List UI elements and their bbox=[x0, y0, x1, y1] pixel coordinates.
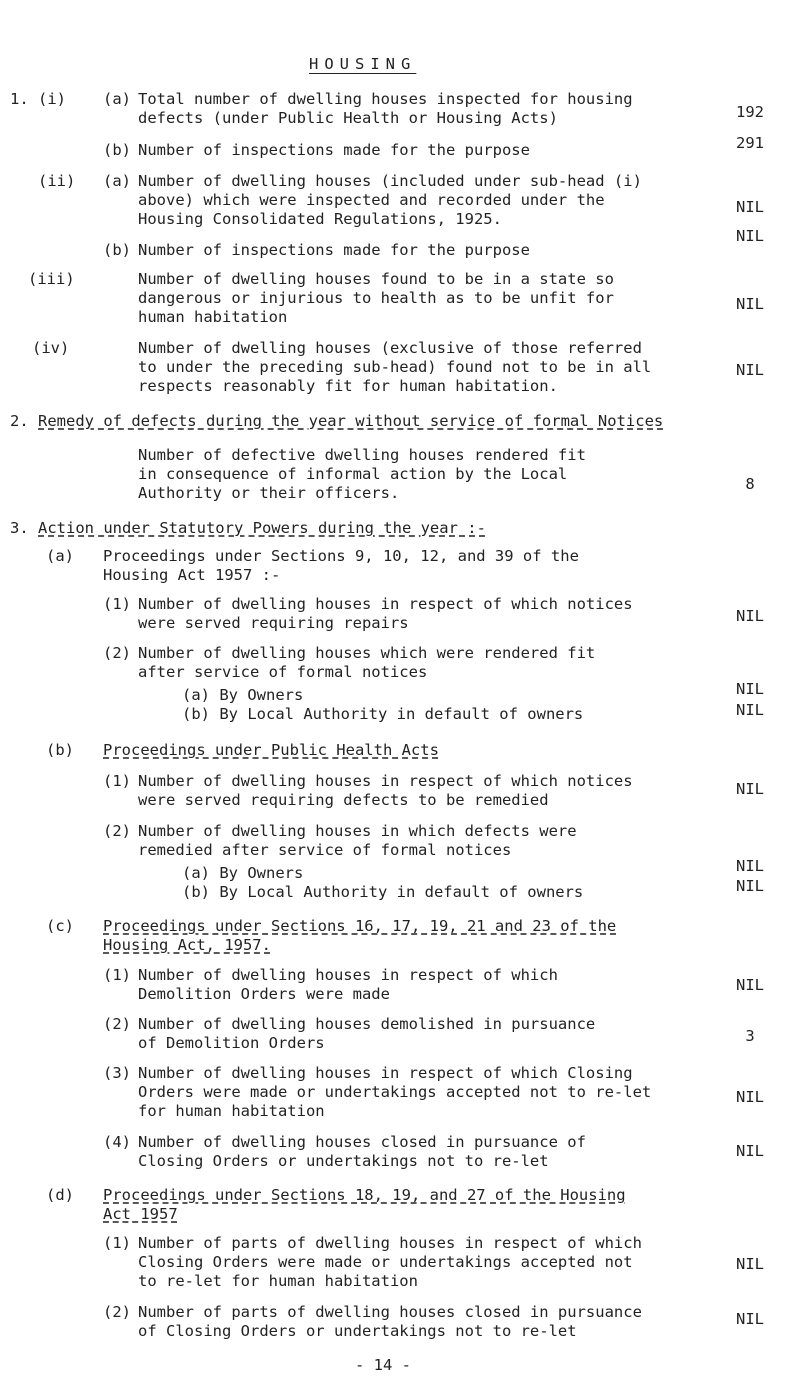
item-3c-2-value: 3 bbox=[745, 1027, 755, 1045]
item-1-i-a-label: (a) bbox=[103, 90, 131, 108]
item-3b-1-text: Number of dwelling houses in respect of which notices bbox=[138, 772, 633, 790]
item-1-ii-b-value: NIL bbox=[736, 227, 764, 245]
section-2-text: Authority or their officers. bbox=[138, 484, 400, 502]
item-3b-by-la: (b) By Local Authority in default of owners bbox=[182, 883, 584, 901]
item-3b-1-value: NIL bbox=[736, 780, 764, 798]
item-3d-1-value: NIL bbox=[736, 1255, 764, 1273]
item-1-i-a-text: defects (under Public Health or Housing Acts) bbox=[138, 109, 558, 127]
item-1-ii-a-value: NIL bbox=[736, 198, 764, 216]
item-3a-1-text: were served requiring repairs bbox=[138, 614, 409, 632]
item-1-i-label: (i) bbox=[38, 90, 66, 108]
item-3d-heading: Proceedings under Sections 18, 19, and 27 of the Housing bbox=[103, 1186, 626, 1204]
item-1-i-b-text: Number of inspections made for the purpose bbox=[138, 141, 530, 159]
item-1-ii-a-text: Housing Consolidated Regulations, 1925. bbox=[138, 210, 502, 228]
item-3a-2-text: Number of dwelling houses which were rendered fit bbox=[138, 644, 596, 662]
item-3c-2-text: of Demolition Orders bbox=[138, 1034, 325, 1052]
item-3d-1-text: to re-let for human habitation bbox=[138, 1272, 418, 1290]
item-1-ii-a-text: above) which were inspected and recorded under the bbox=[138, 191, 605, 209]
item-3c-1-value: NIL bbox=[736, 976, 764, 994]
item-3a-by-la: (b) By Local Authority in default of owners bbox=[182, 705, 584, 723]
item-3c-3-text: for human habitation bbox=[138, 1102, 325, 1120]
item-1-ii-a-text: Number of dwelling houses (included under sub-head (i) bbox=[138, 172, 642, 190]
item-3c-1-label: (1) bbox=[103, 966, 131, 984]
item-3b-1-text: were served requiring defects to be remedied bbox=[138, 791, 549, 809]
item-3c-3-label: (3) bbox=[103, 1064, 131, 1082]
section-3-number: 3. bbox=[10, 519, 29, 537]
item-3b-label: (b) bbox=[46, 741, 74, 759]
item-3a-2-label: (2) bbox=[103, 644, 131, 662]
item-3b-2-label: (2) bbox=[103, 822, 131, 840]
item-3c-2-text: Number of dwelling houses demolished in pursuance bbox=[138, 1015, 596, 1033]
item-3d-1-text: Number of parts of dwelling houses in respect of which bbox=[138, 1234, 642, 1252]
item-3c-4-text: Number of dwelling houses closed in pursuance of bbox=[138, 1133, 586, 1151]
item-3d-2-value: NIL bbox=[736, 1310, 764, 1328]
item-3a-1-value: NIL bbox=[736, 607, 764, 625]
item-3a-by-la-value: NIL bbox=[736, 701, 764, 719]
section-2-number: 2. bbox=[10, 412, 29, 430]
section-3-heading: Action under Statutory Powers during the year :- bbox=[38, 519, 486, 537]
item-3d-1-text: Closing Orders were made or undertakings accepted not bbox=[138, 1253, 633, 1271]
item-1-iii-text: human habitation bbox=[138, 308, 288, 326]
item-3c-4-label: (4) bbox=[103, 1133, 131, 1151]
item-1-iv-text: Number of dwelling houses (exclusive of those referred bbox=[138, 339, 642, 357]
page-number: - 14 - bbox=[355, 1356, 411, 1374]
item-1-ii-a-label: (a) bbox=[103, 172, 131, 190]
item-3a-heading: Proceedings under Sections 9, 10, 12, and 39 of the bbox=[103, 547, 579, 565]
item-3c-3-text: Orders were made or undertakings accepted not to re-let bbox=[138, 1083, 652, 1101]
item-3d-2-label: (2) bbox=[103, 1303, 131, 1321]
item-3a-1-label: (1) bbox=[103, 595, 131, 613]
item-3b-by-owners-value: NIL bbox=[736, 857, 764, 875]
page-title: HOUSING bbox=[309, 55, 417, 73]
item-1-i-a-text: Total number of dwelling houses inspected for housing bbox=[138, 90, 633, 108]
item-3d-2-text: of Closing Orders or undertakings not to re-let bbox=[138, 1322, 577, 1340]
item-3c-1-text: Number of dwelling houses in respect of which bbox=[138, 966, 558, 984]
item-3c-1-text: Demolition Orders were made bbox=[138, 985, 390, 1003]
item-1-iv-text: to under the preceding sub-head) found not to be in all bbox=[138, 358, 652, 376]
item-3a-1-text: Number of dwelling houses in respect of which notices bbox=[138, 595, 633, 613]
item-1-iv-label: (iv) bbox=[32, 339, 70, 357]
item-3a-label: (a) bbox=[46, 547, 74, 565]
item-1-ii-b-label: (b) bbox=[103, 241, 131, 259]
item-3b-heading: Proceedings under Public Health Acts bbox=[103, 741, 439, 759]
item-3a-by-owners: (a) By Owners bbox=[182, 686, 304, 704]
item-3b-by-owners: (a) By Owners bbox=[182, 864, 304, 882]
item-3c-heading: Proceedings under Sections 16, 17, 19, 21 and 23 of the bbox=[103, 917, 617, 935]
item-3a-2-text: after service of formal notices bbox=[138, 663, 428, 681]
item-3b-2-text: Number of dwelling houses in which defects were bbox=[138, 822, 577, 840]
item-3c-2-label: (2) bbox=[103, 1015, 131, 1033]
item-3b-1-label: (1) bbox=[103, 772, 131, 790]
item-1-ii-label: (ii) bbox=[38, 172, 76, 190]
item-1-i-b-label: (b) bbox=[103, 141, 131, 159]
item-3c-4-value: NIL bbox=[736, 1142, 764, 1160]
item-1-ii-b-text: Number of inspections made for the purpose bbox=[138, 241, 530, 259]
item-3d-heading: Act 1957 bbox=[103, 1205, 178, 1223]
item-3d-2-text: Number of parts of dwelling houses closed in pursuance bbox=[138, 1303, 642, 1321]
item-1-i-a-value: 192 bbox=[736, 103, 764, 121]
item-3d-label: (d) bbox=[46, 1186, 74, 1204]
item-3b-2-text: remedied after service of formal notices bbox=[138, 841, 512, 859]
item-1-iv-text: respects reasonably fit for human habitation. bbox=[138, 377, 558, 395]
item-1-iv-value: NIL bbox=[736, 361, 764, 379]
section-2-text: in consequence of informal action by the Local bbox=[138, 465, 568, 483]
section-2-text: Number of defective dwelling houses rendered fit bbox=[138, 446, 586, 464]
item-3a-by-owners-value: NIL bbox=[736, 680, 764, 698]
item-1-i-b-value: 291 bbox=[736, 134, 764, 152]
section-1-number: 1. bbox=[10, 90, 29, 108]
item-3c-label: (c) bbox=[46, 917, 74, 935]
item-3d-1-label: (1) bbox=[103, 1234, 131, 1252]
section-2-heading: Remedy of defects during the year without service of formal Notices bbox=[38, 412, 664, 430]
item-3b-by-la-value: NIL bbox=[736, 877, 764, 895]
item-3c-4-text: Closing Orders or undertakings not to re-let bbox=[138, 1152, 549, 1170]
item-3a-heading: Housing Act 1957 :- bbox=[103, 566, 281, 584]
item-3c-3-text: Number of dwelling houses in respect of which Closing bbox=[138, 1064, 633, 1082]
item-3c-heading: Housing Act, 1957. bbox=[103, 936, 271, 954]
item-1-iii-label: (iii) bbox=[28, 270, 75, 288]
item-3c-3-value: NIL bbox=[736, 1088, 764, 1106]
item-1-iii-text: Number of dwelling houses found to be in a state so bbox=[138, 270, 614, 288]
item-1-iii-value: NIL bbox=[736, 295, 764, 313]
item-1-iii-text: dangerous or injurious to health as to be unfit for bbox=[138, 289, 614, 307]
section-2-value: 8 bbox=[745, 475, 755, 493]
